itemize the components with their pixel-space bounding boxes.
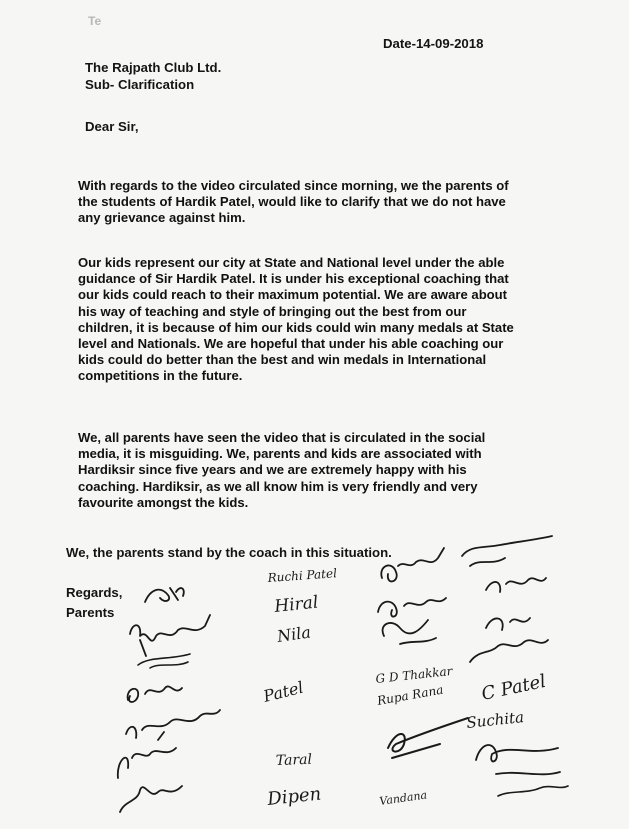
signature-scribble (486, 618, 530, 630)
paragraph-line: any grievance against him. (78, 210, 246, 226)
paragraph-line: the students of Hardik Patel, would like to clarify that we do not have (78, 194, 506, 210)
letter-date: Date-14-09-2018 (383, 36, 484, 51)
subject-line: Sub- Clarification (85, 77, 195, 92)
signature-scribble (462, 536, 552, 566)
signature-scribble (388, 718, 468, 758)
signature-scribble (378, 598, 446, 617)
paragraph-line: our kids could reach to their maximum potential. We are aware about (78, 287, 508, 303)
parents-label: Parents (66, 605, 115, 620)
signature: Ruchi Patel (267, 566, 338, 585)
signature-scribble (126, 710, 220, 738)
signature: Vandana (378, 788, 428, 808)
signature: Patel (261, 677, 306, 706)
signature-scribble (476, 745, 560, 774)
paragraph-line: We, all parents have seen the video that is circulated in the social (78, 430, 486, 445)
paragraph-line: media, it is misguiding. We, parents and kids are associated with (78, 446, 482, 462)
signature: G D Thakkar (374, 663, 454, 686)
paragraph-line: children, it is because of him our kids could win many medals at State (78, 319, 514, 335)
recipient-name: The Rajpath Club Ltd. (85, 60, 222, 75)
signature-scribble (470, 640, 548, 662)
paragraph-line: kids could do better than the best and win medals in International (78, 352, 487, 368)
signature-scribble (383, 620, 436, 644)
signature-scribble (498, 786, 568, 796)
paragraph-line: favourite amongst the kids. (78, 494, 249, 510)
signature: Suchita (465, 708, 525, 732)
salutation: Dear Sir, (85, 119, 139, 134)
signature-scribble (381, 548, 444, 581)
signature-scribble (145, 588, 184, 602)
signature: C Patel (479, 670, 548, 705)
paragraph-line: coaching. Hardiksir, as we all know him is very friendly and very (78, 478, 478, 494)
header-mark: Te (88, 14, 102, 28)
signature: Dipen (266, 783, 323, 810)
paragraph-line: Our kids represent our city at State and National level under the able (78, 255, 505, 270)
signature: Rupa Rana (376, 682, 445, 708)
signature: Taral (275, 751, 313, 769)
paragraph-line: his way of teaching and style of bringing out the best from our (78, 303, 467, 319)
signature-scribble (118, 732, 176, 778)
paragraph-line: level and Nationals. We are hopeful that under his able coaching our (78, 336, 504, 352)
signature: Hiral (273, 592, 320, 617)
signature-scribble (486, 578, 546, 592)
signature-scribble (128, 686, 182, 702)
paragraph-line: Hardiksir since five years and we are extremely happy with his (78, 462, 467, 478)
paragraph-line: competitions in the future. (78, 368, 243, 384)
closing-statement: We, the parents stand by the coach in this situation. (66, 545, 392, 560)
signature: Nila (275, 622, 313, 646)
regards-label: Regards, (66, 585, 123, 600)
signature-scribble (130, 615, 210, 656)
paragraph-line: guidance of Sir Hardik Patel. It is under his exceptional coaching that (78, 271, 509, 287)
paragraph-line: With regards to the video circulated since morning, we the parents of (78, 178, 509, 193)
signature-scribble (120, 786, 182, 812)
